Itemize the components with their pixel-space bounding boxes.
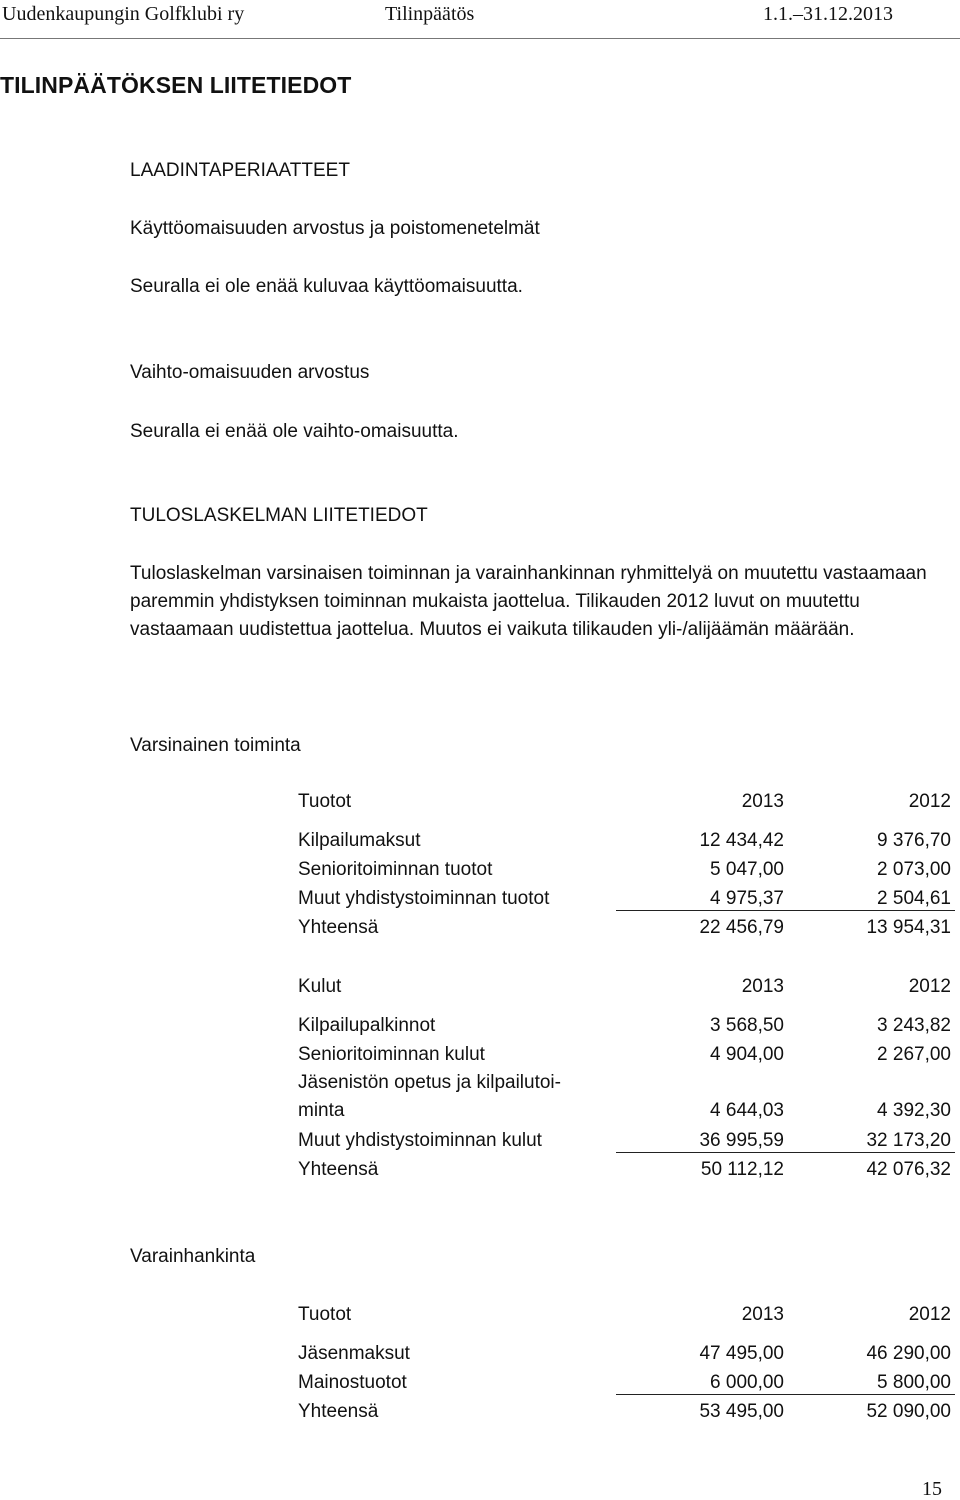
row-label: Muut yhdistystoiminnan kulut	[298, 1130, 542, 1151]
value-2012: 32 173,20	[866, 1130, 951, 1151]
section-heading-laadintaperiaatteet: LAADINTAPERIAATTEET	[130, 160, 350, 181]
document-type: Tilinpäätös	[385, 3, 475, 25]
total-value-2013: 22 456,79	[699, 917, 784, 938]
fiscal-period: 1.1.–31.12.2013	[763, 3, 893, 25]
column-header-2012: 2012	[908, 976, 951, 997]
table-row	[298, 1069, 955, 1126]
column-header-2012: 2012	[908, 1304, 951, 1325]
table-header-row	[298, 971, 955, 1011]
value-2012: 3 243,82	[877, 1015, 951, 1036]
value-2013: 47 495,00	[699, 1343, 784, 1364]
value-2013: 4 904,00	[710, 1044, 784, 1065]
total-label: Yhteensä	[298, 1159, 379, 1180]
row-label: Jäsenmaksut	[298, 1343, 410, 1364]
value-2013: 6 000,00	[710, 1372, 784, 1393]
row-label: Kilpailupalkinnot	[298, 1015, 436, 1036]
total-value-2012: 13 954,31	[866, 917, 951, 938]
row-label: Jäsenistön opetus ja kilpailutoi- minta	[298, 1072, 561, 1121]
table-row	[298, 1368, 955, 1397]
table-row	[298, 884, 955, 913]
page-header	[0, 0, 960, 39]
value-2013: 3 568,50	[710, 1015, 784, 1036]
tuloslaskelma-section	[130, 502, 940, 530]
table-row	[298, 1011, 955, 1040]
value-2012: 2 073,00	[877, 859, 951, 880]
organization-name: Uudenkaupungin Golfklubi ry	[2, 3, 245, 25]
varsinainen-tuotot-table	[298, 786, 955, 942]
kayttoomaisuus-subsection	[130, 215, 940, 243]
table-row	[298, 1126, 955, 1155]
section-heading-varsinainen-toiminta: Varsinainen toiminta	[130, 735, 301, 756]
page-title: TILINPÄÄTÖKSEN LIITETIEDOT	[0, 72, 352, 98]
total-value-2012: 52 090,00	[866, 1401, 951, 1422]
page-number: 15	[922, 1478, 942, 1500]
row-label: Kilpailumaksut	[298, 830, 421, 851]
table-row	[298, 826, 955, 855]
total-row	[298, 1397, 955, 1426]
value-2012: 4 392,30	[877, 1100, 951, 1121]
row-label: Senioritoiminnan kulut	[298, 1044, 485, 1065]
row-label: Senioritoiminnan tuotot	[298, 859, 493, 880]
value-2012: 2 504,61	[877, 888, 951, 909]
row-label: Muut yhdistystoiminnan tuotot	[298, 888, 550, 909]
varsinainen-kulut-table	[298, 971, 955, 1184]
row-label: Mainostuotot	[298, 1372, 407, 1393]
total-label: Yhteensä	[298, 1401, 379, 1422]
value-2013: 4 644,03	[710, 1100, 784, 1121]
kayttoomaisuus-text: Seuralla ei ole enää kuluvaa käyttöomaisuutta.	[130, 276, 523, 297]
value-2013: 12 434,42	[699, 830, 784, 851]
table-header-row	[298, 786, 955, 826]
kayttoomaisuus-text-block	[130, 273, 940, 301]
value-2013: 4 975,37	[710, 888, 784, 909]
total-value-2013: 53 495,00	[699, 1401, 784, 1422]
column-header-label: Tuotot	[298, 791, 352, 812]
total-value-2012: 42 076,32	[866, 1159, 951, 1180]
column-header-2013: 2013	[741, 976, 784, 997]
total-label: Yhteensä	[298, 917, 379, 938]
value-2013: 36 995,59	[699, 1130, 784, 1151]
varainhankinta-tuotot-table	[298, 1299, 955, 1426]
laadintaperiaatteet-section	[130, 157, 940, 185]
column-header-label: Kulut	[298, 976, 342, 997]
column-header-2012: 2012	[908, 791, 951, 812]
vaihtoomaisuus-text: Seuralla ei enää ole vaihto-omaisuutta.	[130, 421, 459, 442]
subheading-kayttoomaisuus: Käyttöomaisuuden arvostus ja poistomenetelmät	[130, 218, 540, 239]
section-heading-varainhankinta: Varainhankinta	[130, 1246, 256, 1267]
table-row	[298, 1339, 955, 1368]
table-row	[298, 1040, 955, 1069]
varainhankinta-section	[130, 1243, 940, 1271]
column-header-label: Tuotot	[298, 1304, 352, 1325]
total-row	[298, 913, 955, 942]
value-2012: 9 376,70	[877, 830, 951, 851]
tuloslaskelma-text-block	[130, 560, 930, 644]
value-2012: 46 290,00	[866, 1343, 951, 1364]
varsinainen-toiminta-section	[130, 732, 940, 760]
section-heading-tuloslaskelma: TULOSLASKELMAN LIITETIEDOT	[130, 505, 428, 526]
subheading-vaihtoomaisuus: Vaihto-omaisuuden arvostus	[130, 362, 370, 383]
column-header-2013: 2013	[741, 1304, 784, 1325]
value-2012: 5 800,00	[877, 1372, 951, 1393]
vaihtoomaisuus-subsection	[130, 359, 940, 387]
tuloslaskelma-text: Tuloslaskelman varsinaisen toiminnan ja varainhankinnan ryhmittelyä on muutettu vastaamaan paremmin yhdistyksen toiminnan mukaista jaottelua. Tilikauden 2012 luvut on muutettu vastaamaan uudistettua jaottelua. Muutos ei vaikuta tilikauden yli-/alijäämän määrään.	[130, 563, 927, 640]
total-value-2013: 50 112,12	[700, 1159, 784, 1180]
table-header-row	[298, 1299, 955, 1339]
column-header-2013: 2013	[741, 791, 784, 812]
value-2013: 5 047,00	[710, 859, 784, 880]
value-2012: 2 267,00	[877, 1044, 951, 1065]
total-row	[298, 1155, 955, 1184]
vaihtoomaisuus-text-block	[130, 418, 940, 446]
table-row	[298, 855, 955, 884]
